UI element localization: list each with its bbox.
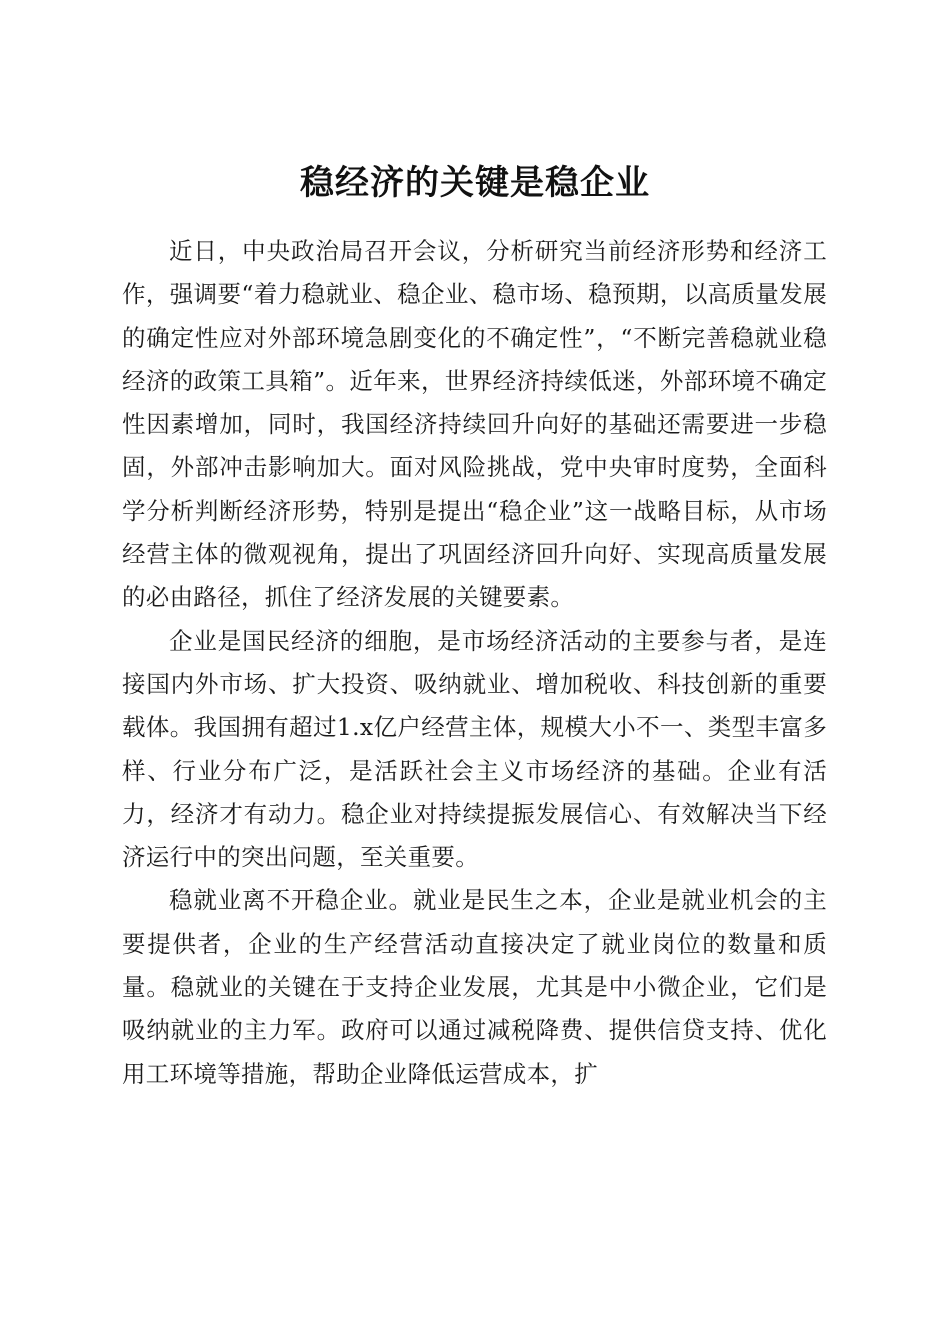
paragraph-3: 稳就业离不开稳企业。就业是民生之本，企业是就业机会的主要提供者，企业的生产经营活动直接决定了就业岗位的数量和质量。稳就业的关键在于支持企业发展，尤其是中小微企业，它们是吸纳就业的主力军。政府可以通过减税降费、提供信贷支持、优化用工环境等措施，帮助企业降低运营成本，扩 — [122, 886, 827, 1088]
paragraph-2: 企业是国民经济的细胞，是市场经济活动的主要参与者，是连接国内外市场、扩大投资、吸纳就业、增加税收、科技创新的重要载体。我国拥有超过1.x亿户经营主体，规模大小不一、类型丰富多样、行业分布广泛，是活跃社会主义市场经济的基础。企业有活力，经济才有动力。稳企业对持续提振发展信心、有效解决当下经济运行中的突出问题，至关重要。 — [122, 626, 827, 872]
document-title: 稳经济的关键是稳企业 — [300, 162, 650, 203]
document-body — [122, 230, 827, 1096]
paragraph-1: 近日，中央政治局召开会议，分析研究当前经济形势和经济工作，强调要“着力稳就业、稳企业、稳市场、稳预期，以高质量发展的确定性应对外部环境急剧变化的不确定性”，“不断完善稳就业稳经济的政策工具箱”。近年来，世界经济持续低迷，外部环境不确定性因素增加，同时，我国经济持续回升向好的基础还需要进一步稳固，外部冲击影响加大。面对风险挑战，党中央审时度势，全面科学分析判断经济形势，特别是提出“稳企业”这一战略目标，从市场经营主体的微观视角，提出了巩固经济回升向好、实现高质量发展的必由路径，抓住了经济发展的关键要素。 — [122, 237, 827, 612]
